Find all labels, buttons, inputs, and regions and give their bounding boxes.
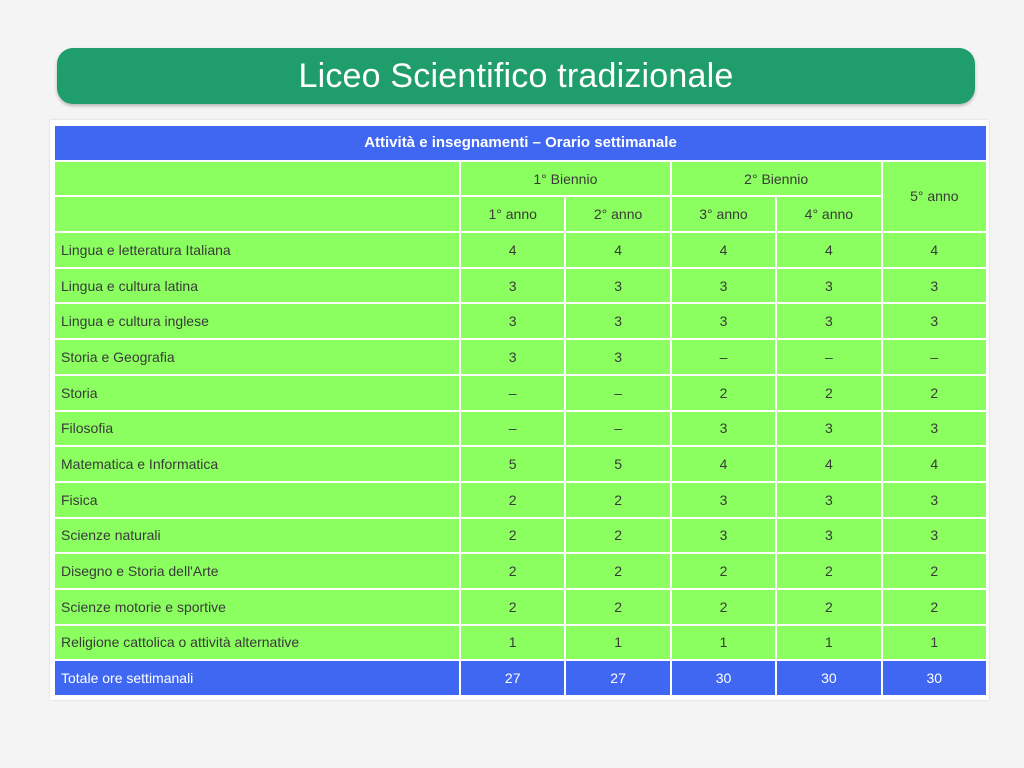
- hours-cell: 3: [883, 304, 986, 338]
- hours-cell: 3: [672, 483, 775, 517]
- table-row: [55, 269, 986, 303]
- hours-cell: 4: [777, 447, 880, 481]
- table-caption: Attività e insegnamenti – Orario settimanale: [55, 126, 986, 160]
- year-header-1: 1° anno: [461, 197, 564, 231]
- hours-cell: 2: [461, 483, 564, 517]
- subject-cell: Matematica e Informatica: [55, 447, 459, 481]
- total-row: [55, 661, 986, 695]
- timetable: [53, 124, 988, 697]
- hours-cell: 2: [777, 376, 880, 410]
- hours-cell: 3: [566, 269, 669, 303]
- total-value-cell: 27: [566, 661, 669, 695]
- hours-cell: 3: [461, 340, 564, 374]
- group-header-row: [55, 162, 986, 196]
- subject-cell: Religione cattolica o attività alternative: [55, 626, 459, 660]
- hours-cell: –: [566, 412, 669, 446]
- group-header-biennio2: 2° Biennio: [672, 162, 881, 196]
- hours-cell: 2: [777, 554, 880, 588]
- table-row: [55, 304, 986, 338]
- hours-cell: –: [672, 340, 775, 374]
- table-row: [55, 554, 986, 588]
- hours-cell: 2: [461, 590, 564, 624]
- table-row: [55, 233, 986, 267]
- hours-cell: 4: [672, 233, 775, 267]
- group-header-biennio1: 1° Biennio: [461, 162, 670, 196]
- hours-cell: 5: [461, 447, 564, 481]
- total-value-cell: 30: [777, 661, 880, 695]
- hours-cell: 4: [883, 447, 986, 481]
- hours-cell: 1: [566, 626, 669, 660]
- header-blank-cell: [55, 162, 459, 196]
- hours-cell: 3: [883, 269, 986, 303]
- subject-cell: Storia: [55, 376, 459, 410]
- hours-cell: 4: [566, 233, 669, 267]
- hours-cell: 3: [777, 269, 880, 303]
- hours-cell: 3: [777, 519, 880, 553]
- subject-cell: Filosofia: [55, 412, 459, 446]
- hours-cell: 2: [883, 376, 986, 410]
- hours-cell: 4: [777, 233, 880, 267]
- hours-cell: 2: [566, 519, 669, 553]
- hours-cell: 3: [672, 412, 775, 446]
- table-row: [55, 376, 986, 410]
- table-row: [55, 412, 986, 446]
- hours-cell: 1: [777, 626, 880, 660]
- table-row: [55, 447, 986, 481]
- hours-cell: 3: [461, 304, 564, 338]
- year-header-4: 4° anno: [777, 197, 880, 231]
- hours-cell: 2: [566, 483, 669, 517]
- hours-cell: 3: [672, 304, 775, 338]
- hours-cell: 3: [672, 519, 775, 553]
- total-label: Totale ore settimanali: [55, 661, 459, 695]
- group-header-anno5: 5° anno: [883, 162, 986, 231]
- table-caption-row: [55, 126, 986, 160]
- table-row: [55, 519, 986, 553]
- hours-cell: 4: [461, 233, 564, 267]
- hours-cell: 3: [777, 304, 880, 338]
- subject-cell: Lingua e cultura inglese: [55, 304, 459, 338]
- header-blank-cell: [55, 197, 459, 231]
- table-row: [55, 590, 986, 624]
- hours-cell: 2: [461, 554, 564, 588]
- hours-cell: 2: [672, 590, 775, 624]
- hours-cell: 2: [566, 554, 669, 588]
- hours-cell: –: [566, 376, 669, 410]
- hours-cell: 4: [883, 233, 986, 267]
- subject-cell: Scienze naturali: [55, 519, 459, 553]
- hours-cell: 3: [777, 483, 880, 517]
- hours-cell: 3: [461, 269, 564, 303]
- hours-cell: 3: [777, 412, 880, 446]
- hours-cell: 2: [777, 590, 880, 624]
- hours-cell: 3: [883, 519, 986, 553]
- table-row: [55, 340, 986, 374]
- hours-cell: 2: [461, 519, 564, 553]
- hours-cell: 2: [883, 554, 986, 588]
- hours-cell: 3: [566, 304, 669, 338]
- total-value-cell: 30: [672, 661, 775, 695]
- subject-cell: Fisica: [55, 483, 459, 517]
- hours-cell: 2: [672, 376, 775, 410]
- subject-cell: Storia e Geografia: [55, 340, 459, 374]
- table-row: [55, 483, 986, 517]
- hours-cell: 2: [883, 590, 986, 624]
- title-banner: [57, 48, 975, 104]
- table-row: [55, 626, 986, 660]
- hours-cell: –: [883, 340, 986, 374]
- page-title: Liceo Scientifico tradizionale: [298, 56, 734, 95]
- hours-cell: 5: [566, 447, 669, 481]
- hours-cell: 3: [566, 340, 669, 374]
- year-header-2: 2° anno: [566, 197, 669, 231]
- subject-cell: Scienze motorie e sportive: [55, 590, 459, 624]
- hours-cell: 2: [566, 590, 669, 624]
- timetable-frame: [50, 120, 989, 700]
- hours-cell: –: [461, 376, 564, 410]
- subject-cell: Lingua e cultura latina: [55, 269, 459, 303]
- hours-cell: 1: [461, 626, 564, 660]
- total-value-cell: 30: [883, 661, 986, 695]
- hours-cell: 3: [883, 483, 986, 517]
- year-header-row: [55, 197, 986, 231]
- subject-cell: Disegno e Storia dell'Arte: [55, 554, 459, 588]
- hours-cell: 3: [672, 269, 775, 303]
- year-header-3: 3° anno: [672, 197, 775, 231]
- total-value-cell: 27: [461, 661, 564, 695]
- hours-cell: 1: [883, 626, 986, 660]
- subject-cell: Lingua e letteratura Italiana: [55, 233, 459, 267]
- hours-cell: 4: [672, 447, 775, 481]
- hours-cell: 2: [672, 554, 775, 588]
- hours-cell: 3: [883, 412, 986, 446]
- hours-cell: –: [461, 412, 564, 446]
- hours-cell: –: [777, 340, 880, 374]
- hours-cell: 1: [672, 626, 775, 660]
